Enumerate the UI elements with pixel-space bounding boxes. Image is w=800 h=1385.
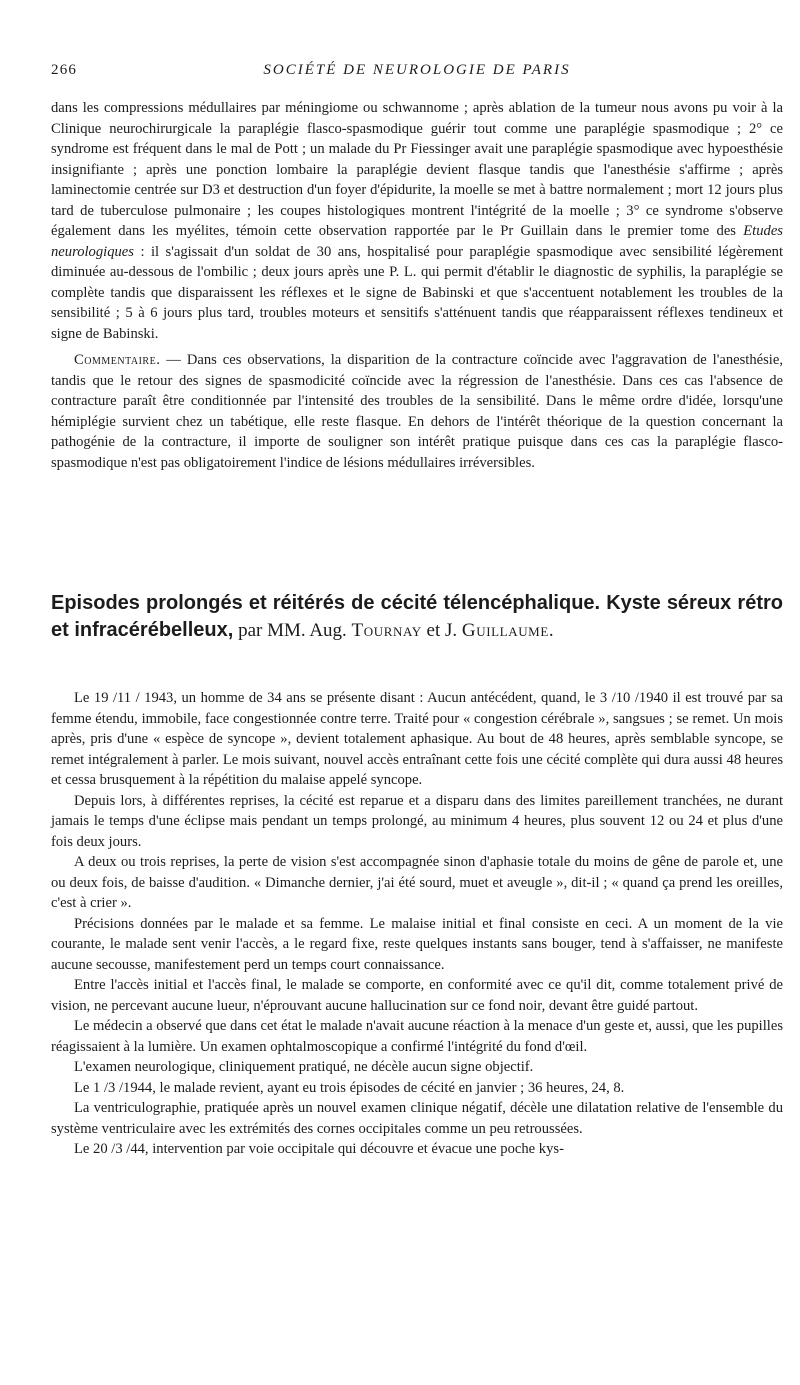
author-2: Guillaume (461, 620, 549, 641)
byline (233, 620, 553, 641)
article-paragraph: Le 20 /3 /44, intervention par voie occipitale qui découvre et évacue une poche kys- (74, 1141, 564, 1157)
top-section (51, 98, 783, 473)
article-heading (51, 590, 783, 644)
commentaire-label: Commentaire. (74, 352, 161, 368)
running-head (51, 62, 783, 86)
article-paragraph: Le 19 /11 / 1943, un homme de 34 ans se présente disant : Aucun antécédent, quand, le 3 /10 /1940 il est trouvé par sa femme étendu, immobile, face congestionnée contre terre. Traité pour « congestion cérébrale », sangsues ; se remet. Un mois après, pris d'une « espèce de syncope », devient totalement aphasique. Au bout de 48 heures, après semblable syncope, se remet intégralement à parler. Le mois suivant, nouvel accès entraînant cette fois une cécité complète qui dura aussi 48 heures et cessa brusquement à la répétition du malaise appelé syncope. (51, 690, 783, 788)
running-title: SOCIÉTÉ DE NEUROLOGIE DE PARIS (263, 62, 571, 78)
continued-paragraph (51, 98, 783, 344)
article-paragraph: Le médecin a observé que dans cet état le malade n'avait aucune réaction à la menace d'un geste et, aussi, que les pupilles réagissaient à la lumière. Un examen ophtalmoscopique a confirmé l'intégrité du fond d'œil. (51, 1018, 783, 1055)
commentaire-paragraph (51, 350, 783, 473)
author-1: Tournay (351, 620, 422, 641)
continued-paragraph-end: : il s'agissait d'un soldat de 30 ans, hospitalisé pour paraplégie spasmodique avec sensibilité légèrement diminuée au-dessous de l'ombilic ; deux jours après une P. L. qui permit d'établir le diagnostic de syphilis, la paraplégie se complète tandis que disparaissent les réflexes et le signe de Babinski et que s'accentuent notablement les troubles de la sensibilité ; 5 à 6 jours plus tard, troubles moteurs et sensitifs s'atténuent tandis que réapparaissent réflexes tendineux et signe de Babinski. (51, 243, 783, 342)
byline-prefix: par MM. Aug. (233, 620, 352, 641)
article-paragraph: Entre l'accès initial et l'accès final, le malade se comporte, en conformité avec ce qu'il dit, comme totalement privé de vision, ne percevant aucune lueur, n'éprouvant aucune hallucination sur ce fond noir, devant être guidé partout. (51, 977, 783, 1014)
commentaire-text: — Dans ces observations, la disparition de la contracture coïncide avec l'aggravation de l'anesthésie, tandis que le retour des signes de spasmodicité coïncide avec la régression de l'anesthésie. Dans ces cas l'absence de contracture paraît être conditionnée par l'intensité des troubles de la sensibilité. Dans le même ordre d'idée, lorsqu'une hémiplégie survient chez un tabétique, elle reste flasque. En dehors de l'intérêt théorique de la question concernant la pathogénie de la contracture, il importe de souligner son intérêt pratique puisque dans ces cas la paraplégie flasco-spasmodique n'est pas obligatoirement l'indice de lésions médullaires irréversibles. (51, 352, 783, 471)
continued-paragraph-start: dans les compressions médullaires par méningiome ou schwannome ; après ablation de la tumeur nous avons pu voir à la Clinique neurochirurgicale la paraplégie flasco-spasmodique guérir tout comme une paraplégie spasmodique ; 2° ce syndrome est fréquent dans le mal de Pott ; un malade du Pr Fiessinger avait une paraplégie spasmodique avec hypoesthésie insignifiante ; après une ponction lombaire la paraplégie devient flasque tandis que l'anesthésie s'affirme ; après laminectomie centrée sur D3 et destruction d'un foyer d'épidurite, la moelle se met à battre normalement ; mort 12 jours plus tard de tuberculose pulmonaire ; les coupes histologiques montrent l'intégrité de la moelle ; 3° ce syndrome s'observe également dans les myélites, témoin cette observation rapportée par le Pr Guillain dans le premier tome des (51, 100, 783, 239)
article-paragraph: Le 1 /3 /1944, le malade revient, ayant eu trois épisodes de cécité en janvier ; 36 heures, 24, 8. (74, 1079, 625, 1096)
byline-end: . (548, 620, 554, 641)
article-paragraph: Depuis lors, à différentes reprises, la cécité est reparue et a disparu dans des limites pareillement tranchées, ne durant jamais le temps d'une éclipse mais pendant un temps prolongé, au minimum 4 heures, plus souvent 12 ou 24 et plus d'une fois deux jours. (51, 792, 783, 850)
page-number: 266 (51, 62, 78, 78)
article-title (51, 590, 783, 644)
journal-title: Etudes neurologiques (51, 223, 783, 260)
article-paragraph: L'examen neurologique, cliniquement pratiqué, ne décèle aucun signe objectif. (74, 1059, 534, 1075)
article-paragraph: A deux ou trois reprises, la perte de vision s'est accompagnée sinon d'aphasie totale du moins de gêne de parole et, une ou deux fois, de baisse d'audition. « Dimanche dernier, j'ai été sourd, muet et aveugle », dit-il ; « quand ça prend les oreilles, c'est à crier ». (51, 854, 783, 911)
article-title-text: Episodes prolongés et réitérés de cécité télencéphalique. Kyste séreux rétro et infracérébelleux, (51, 592, 783, 641)
article-paragraph: La ventriculographie, pratiquée après un nouvel examen clinique négatif, décèle une dilatation relative de l'ensemble du système ventriculaire avec les extrémités des cornes occipitales comme un peu retroussées. (51, 1100, 783, 1137)
article-paragraph: Précisions données par le malade et sa femme. Le malaise initial et final consiste en ceci. A un moment de la vie courante, le malade sent venir l'accès, a le regard fixe, reste quelques instants sans bouger, tend à s'affaisser, ne manifeste aucune secousse, manifestement perd un temps court connaissance. (51, 915, 783, 973)
article-body (51, 688, 783, 1160)
byline-mid: et J. (421, 620, 462, 641)
